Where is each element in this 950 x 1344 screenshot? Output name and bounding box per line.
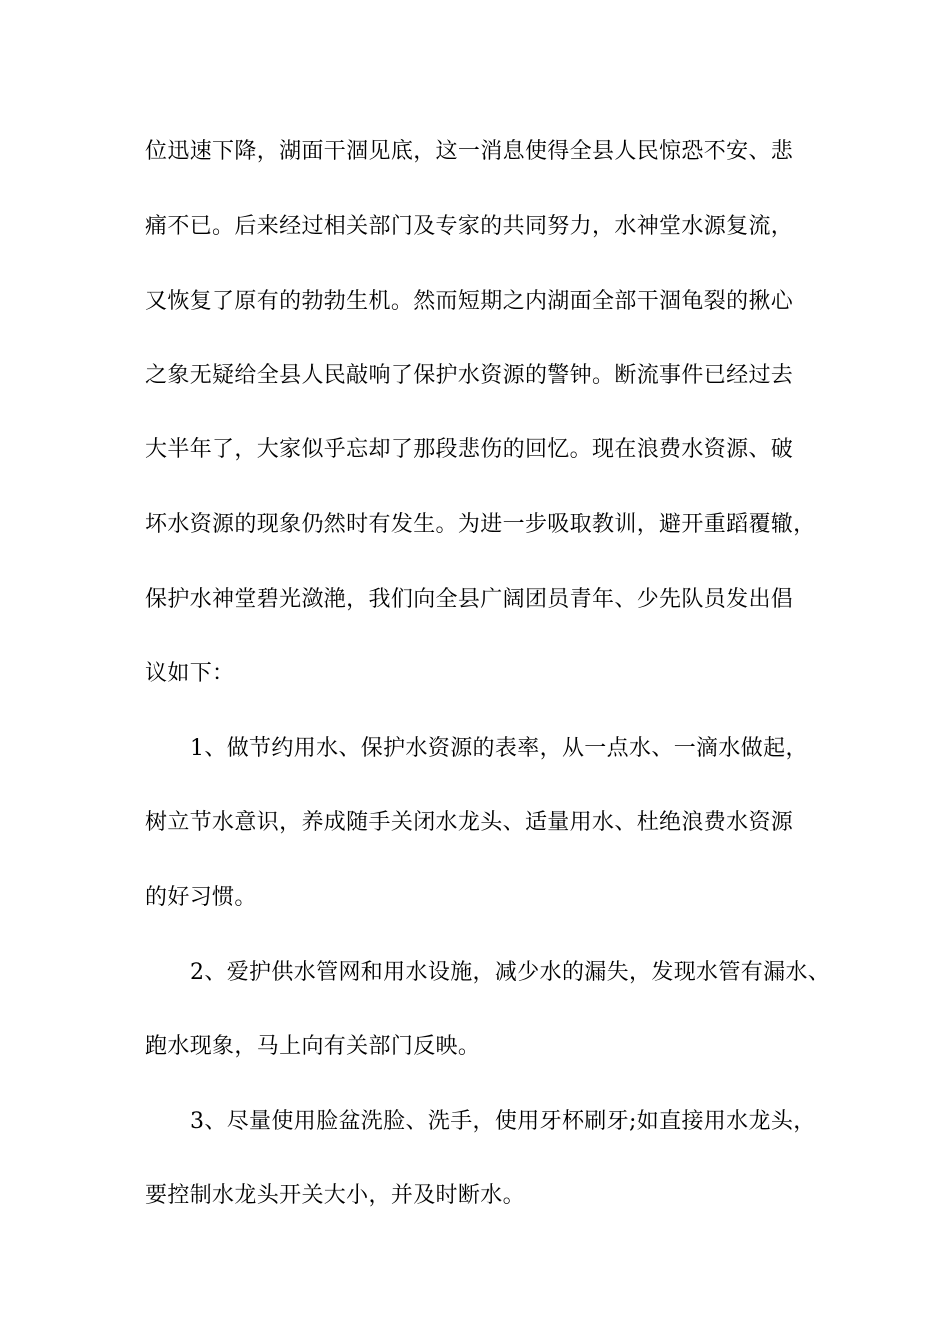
list-item-2-line: 跑水现象，马上向有关部门反映。	[145, 1034, 481, 1059]
list-item-3-line: 要控制水龙头开关大小，并及时断水。	[145, 1183, 525, 1208]
list-item-1-line: 的好习惯。	[145, 885, 257, 910]
paragraph-line: 之象无疑给全县人民敲响了保护水资源的警钟。断流事件已经过去	[145, 363, 794, 388]
paragraph-line: 坏水资源的现象仍然时有发生。为进一步吸取教训，避开重蹈覆辙，	[145, 512, 816, 537]
list-item-2-line: 2、爱护供水管网和用水设施，减少水的漏失，发现水管有漏水、	[190, 960, 831, 985]
paragraph-line: 痛不已。后来经过相关部门及专家的共同努力，水神堂水源复流，	[145, 214, 794, 239]
paragraph-line: 又恢复了原有的勃勃生机。然而短期之内湖面全部干涸龟裂的揪心	[145, 289, 794, 314]
paragraph-line: 大半年了，大家似乎忘却了那段悲伤的回忆。现在浪费水资源、破	[145, 437, 794, 462]
list-item-3-line: 3、尽量使用脸盆洗脸、洗手，使用牙杯刷牙;如直接用水龙头，	[190, 1109, 816, 1134]
list-item-1-line: 树立节水意识，养成随手关闭水龙头、适量用水、杜绝浪费水资源	[145, 810, 794, 835]
paragraph-line: 保护水神堂碧光潋滟，我们向全县广阔团员青年、少先队员发出倡	[145, 587, 794, 612]
paragraph-line: 议如下：	[145, 661, 235, 686]
paragraph-line: 位迅速下降，湖面干涸见底，这一消息使得全县人民惊恐不安、悲	[145, 139, 794, 164]
list-item-1-line: 1、做节约用水、保护水资源的表率，从一点水、一滴水做起，	[190, 736, 808, 761]
